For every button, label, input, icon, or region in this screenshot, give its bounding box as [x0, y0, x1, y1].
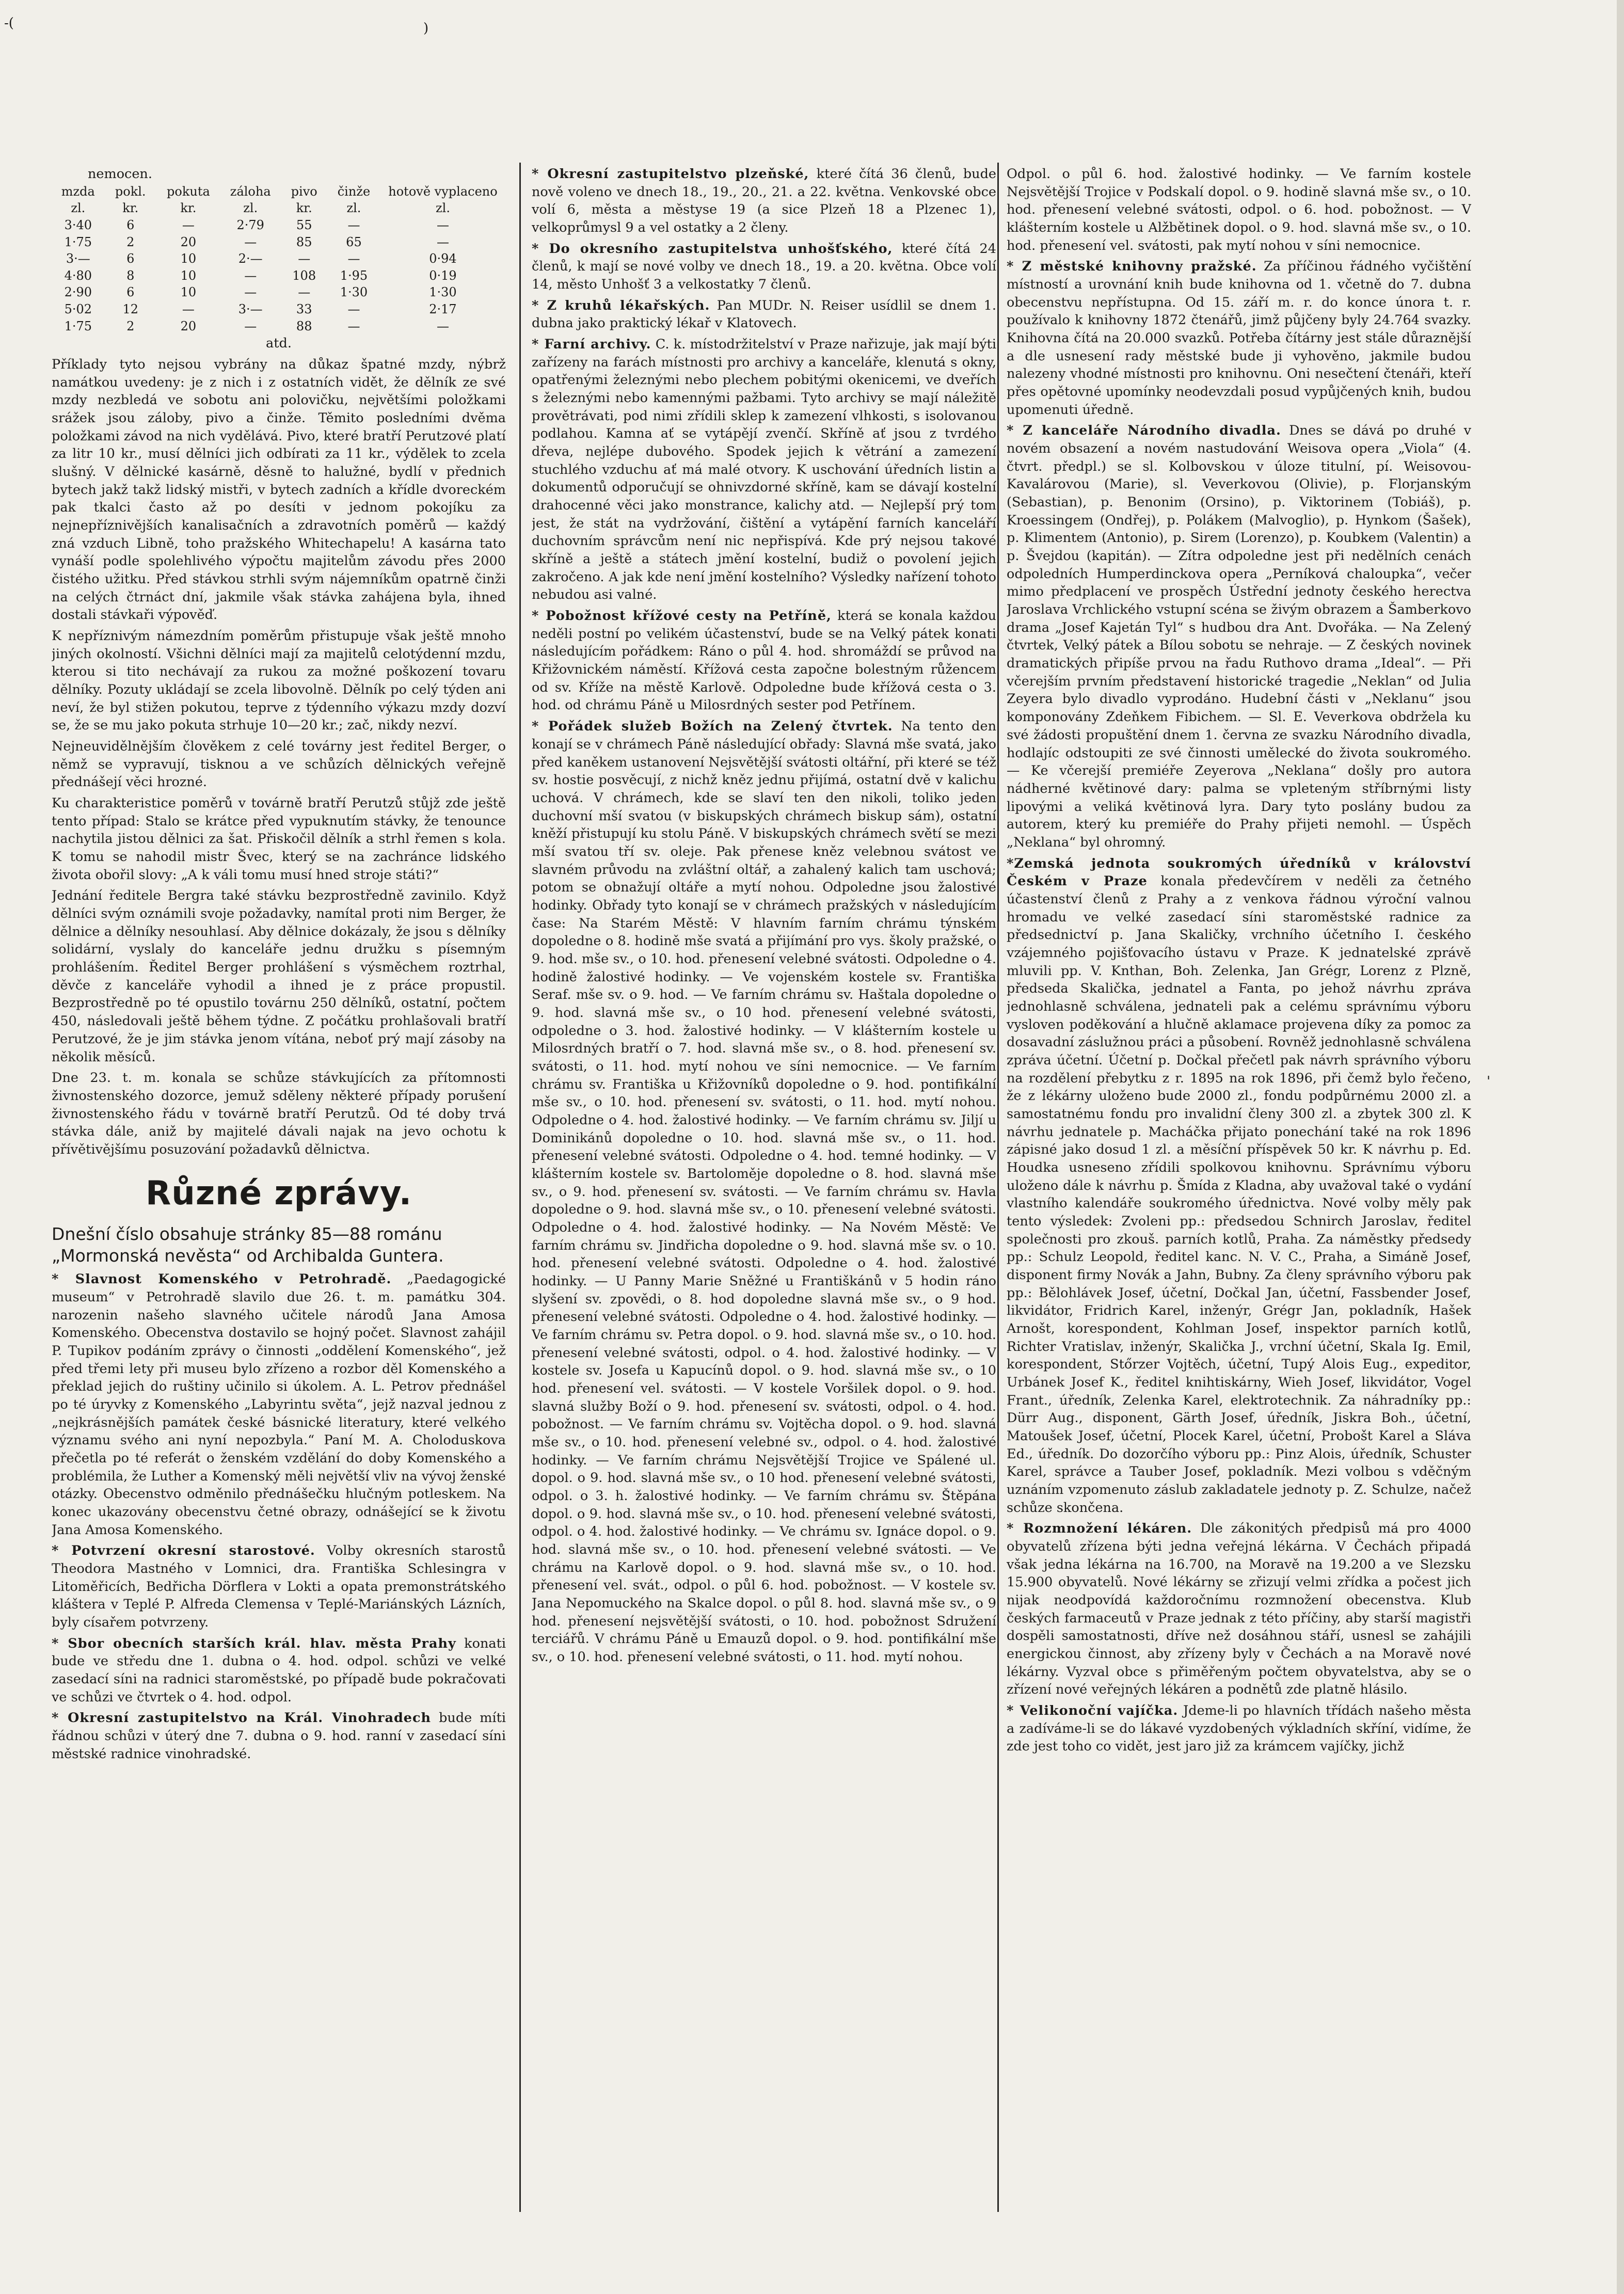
item-body: které čítá 36 členů, bude nově voleno ve dnech 18., 19., 20., 21. a 22. května. Venkovské obce volí 6, města a městyse 19 (a sice Plzeň 18 a Plzenec 1), velkoprůmysl 9 a vel ostatky a 2 členy.	[532, 166, 996, 236]
table-cell: —	[436, 318, 449, 333]
table-cell: —	[436, 234, 449, 249]
paragraph: Jednání ředitele Bergra také stávku bezprostředně zavinilo. Když dělníci svým oznámili svoje požadavky, namítal proti nim Berger, že dělnice a dělníky nesouhlasí. Aby dělnice dokázaly, že jsou s dělníky solidární, vyslaly do kanceláře jednu družku s písemným prohlášením. Ředitel Berger prohlášení s výsměchem roztrhal, děvče z kanceláře vyhodil a ihned je z práce propustil. Bezprostředně po té opustilo továrnu 250 dělníků, ostatní, počtem 450, následovali ještě během týdne. Z počátku prohlašovali bratří Perutzové, že je jim stávka jenom vítána, neboť prý mají zásoby na několik měsíců.	[52, 888, 506, 1065]
item-body: Volby okresních starostů Theodora Mastného v Lomnici, dra. Františka Schlesingra v Litoměřicích, Bedřicha Dörflera v Lokti a opata premonstrátského kláštera v Teplé P. Alfreda Clemensa v Teplé-Mariánských Lázních, byly císařem potvrzeny.	[52, 1543, 506, 1631]
top-mark: )	[423, 21, 429, 36]
table-cell: 2	[126, 318, 135, 333]
table-header: činže zl.	[337, 184, 371, 216]
paragraph: Dne 23. t. m. konala se schůze stávkujících za přítomnosti živnostenského dozorce, jemuž sděleny některé případy porušení živnostenského řádu v továrně bratří Perutzů. Od té doby trvá stávka dále, aniž by majitelé dávali najak na jevo ochotu k přívětivějšímu posuzování požadavků dělnictva.	[52, 1070, 506, 1157]
table-header: mzda zl.	[61, 184, 95, 216]
news-item	[1007, 1520, 1471, 1699]
column-rule-1	[519, 163, 521, 2212]
item-headline: * Velikonoční vajíčka.	[1007, 1703, 1179, 1719]
table-row	[52, 217, 506, 234]
item-body: bude míti řádnou schůzi v úterý dne 7. dubna o 9. hod. ranní v zasedací síni městské radnice vinohradské.	[52, 1710, 506, 1762]
table-row	[52, 318, 506, 335]
table-cell: 3·40	[64, 217, 92, 232]
table-header: pokl. kr.	[115, 184, 146, 216]
table-cell: 88	[296, 318, 312, 333]
table-row	[52, 234, 506, 251]
binding-edge	[1617, 0, 1624, 2294]
table-cell: —	[347, 318, 360, 333]
news-item	[52, 1635, 506, 1707]
table-cell: 6	[126, 251, 135, 266]
table-cell: 2·90	[64, 285, 92, 300]
table-cell: 1·75	[64, 234, 92, 249]
table-header: hotově vyplaceno zl.	[388, 184, 498, 216]
table-cell: —	[298, 285, 311, 300]
news-item	[1007, 1702, 1471, 1756]
column-3	[1007, 165, 1471, 2256]
table-cell: 8	[126, 268, 135, 283]
wage-table	[52, 183, 506, 335]
table-header: pivo kr.	[291, 184, 317, 216]
paragraph: K nepříznivým námezdním poměrům přistupuje však ještě mnoho jiných okolností. Všichni dělníci mají za majitelů celotýdenní mzdu, kterou si tito nechávají za rukou za možné poškození tovaru dělníky. Pozuty ukládají se zcela libovolně. Dělník po celý týden ani neví, že byl stižen pokutou, teprve z týdenního výkazu mzdy dozví se, že se mu jako pokuta strhuje 10—20 kr.; zač, nikdy nezví.	[52, 628, 506, 734]
table-row	[52, 267, 506, 284]
table-cell: —	[347, 251, 360, 266]
item-headline: * Okresní zastupitelstvo plzeňské,	[532, 166, 809, 182]
table-cell: 0·94	[429, 251, 457, 266]
news-item	[532, 336, 996, 604]
table-row	[52, 250, 506, 267]
item-body: Dle zákonitých předpisů má pro 4000 obyvatelů zřízena býti jedna veřejná lékárna. V Čechách připadá však jedna lékárna na 16.700, na Moravě na 19.200 a ve Slezsku 15.900 obyvatelů. Nové lékárny se zřizují velmi zřídka a počest jich nijak neodpovídá každoročnímu rozmnožení obecenstva. Klub českých farmaceutů v Praze jednak z této příčiny, aby starší magistři dospěli samostatnosti, dříve než dosáhnou stáří, usnesl se zahájili energickou činnost, aby zřízeny byly v Čechách a na Moravě nové lékárny. Vyzval obce s přiměřeným počtem obyvatelstva, aby se o zřízení nové veřejných lékáren a podnětů zde platně hlásilo.	[1007, 1521, 1471, 1698]
table-cell: —	[436, 217, 449, 232]
table-cell: —	[244, 318, 257, 333]
table-cell: 85	[296, 234, 312, 249]
table-cell: 3·—	[66, 251, 90, 266]
table-cell: 20	[180, 318, 197, 333]
item-headline: * Pobožnost křížové cesty na Petříně,	[532, 608, 832, 624]
news-item	[52, 1542, 506, 1631]
item-headline: * Z kruhů lékařských.	[532, 297, 710, 313]
table-cell: 10	[180, 285, 197, 300]
item-headline: * Z kanceláře Národního divadla.	[1007, 423, 1281, 439]
table-cell: 4·80	[64, 268, 92, 283]
table-header: záloha zl.	[230, 184, 271, 216]
paragraph: Nejneuvidělnějším člověkem z celé továrny jest ředitel Berger, o němž se vypravují, tisknou a ve schůzích dělnických veřejně přednášejí věci hrozné.	[52, 739, 506, 790]
item-headline: * Do okresního zastupitelstva unhošťského,	[532, 241, 893, 257]
table-cell: —	[244, 285, 257, 300]
item-body: které čítá 24 členů, k mají se nové volby ve dnech 18., 19. a 20. května. Obce volí 14, město Unhošť 3 a velkostatky 7 členů.	[532, 241, 996, 293]
table-header-row	[52, 183, 506, 217]
paragraph: Příklady tyto nejsou vybrány na důkaz špatné mzdy, nýbrž namátkou uvedeny: je z nich i z ostatních vidět, že dělník ze své mzdy nezbledá ve sobotu ani polovičku, největšími položkami srážek jsou záloby, pivo a činže. Těmito posledními dvěma položkami závod na nich vydělává. Pivo, které bratří Perutzové platí za litr 10 kr., musí dělníci jich odbírati za 11 kr., výdělek to zcela slušný. V dělnické kasárně, děsně to halužné, bydlí v přednich bytech jakž takž lidský mistři, v bytech zadních a křídle dvoreckém pak tkalci často až po desíti v jednom pokojíku za nejnepříznivějších kanalisačních a zdravotních poměrů — každý zná vzduch Libně, toho pražského Whitechapelu! A kasárna tato vynáší podle spolehlivého výpočtu majitelům závodu přes 2000 čistého užitku. Před stávkou strhli svým nájemníkům opatrně činži na celých čtrnáct dní, jakmile však stávka zahájena byla, ihned dostali stávkaři výpověď.	[52, 356, 506, 623]
item-headline: * Farní archivy.	[532, 337, 651, 353]
table-cell: 1·75	[64, 318, 92, 333]
item-body: konati bude ve středu dne 1. dubna o 4. hod. odpol. schůzi ve velké zasedací síni na radnici staroměstské, po případě bude pokračovati ve schůzi ve čtvrtek o 4. hod. odpol.	[52, 1635, 506, 1705]
news-item	[1007, 422, 1471, 851]
table-cell: 33	[296, 302, 312, 317]
table-cell: 2·—	[238, 251, 263, 266]
item-body: Dnes se dává po druhé v novém obsazení a novém nastudování Weisova opera „Viola“ (4. čtvrt. předpl.) se sl. Kolbovskou v úloze titulní, pí. Weisovou-Kavalárovou (Marie), sl. Veverkovou (Olivie), p. Florjanským (Sebastian), p. Benonim (Orsino), p. Viktorinem (Tobiáš), p. Kroessingem (Ondřej), p. Polákem (Malvoglio), p. Hynkom (Šašek), p. Klimentem (Antonio), p. Sirem (Lorenzo), p. Koubkem (Valentin) a p. Švejdou (kapitán). — Zítra odpoledne jest při nedělních cenách odpoledních Humperdinckova opera „Perníková chaloupka“, večer mimo předplacení ve prospěch Ústřední jednoty českého herectva Jaroslava Vrchlického vstupní scéna se živým obrazem a Šamberkovo drama „Josef Kajetán Tyl“ s hudbou dra Ant. Dvořáka. — Na Zelený čtvrtek, Velký pátek a Bílou sobotu se nehraje. — Z českých novinek dramatických připíše prvou na řadu Ruthovo drama „Ideal“. — Při včerejším prvním představení historické tragedie „Neklan“ od Julia Zeyera bylo divadlo vyprodáno. Hudební části v „Neklanu“ jsou komponovány Zdeňkem Fibichem. — Sl. E. Veverkova obdržela ku své žádosti propuštění dnem 1. června ze svazku Národního divadla, hodlajíc odstoupiti ze své činnosti umělecké do života soukromého. — Ke včerejší premiéře Zeyerova „Neklana“ došly pro autora nádherné květinové dary: palma se vpleteným stříbrnými listy lipovými a veliká květinová lyra. Dary tyto poslány budou za autorem, který ku premiéře do Prahy přijeti nemohl. — Úspěch „Neklana“ byl ohromný.	[1007, 423, 1471, 850]
table-cell: 0·19	[429, 268, 457, 283]
corner-mark: -(	[4, 15, 14, 31]
item-headline: * Sbor obecních starších král. hlav. města Prahy	[52, 1635, 456, 1651]
paragraph: Ku charakteristice poměrů v továrně bratří Perutzů stůjž zde ještě tento případ: Stalo se krátce před vypuknutím stávky, že tenounce nachytila jistou dělnici za šat. Přiskočil dělník a strhl řemen s kola. K tomu se nahodil mistr Švec, který se na zachránce lidského života obořil slovy: „A k váli tomu musí hned stroje státi?“	[52, 795, 506, 883]
table-row	[52, 301, 506, 318]
table-cell: 20	[180, 234, 197, 249]
table-cell: —	[347, 217, 360, 232]
news-item	[532, 718, 996, 1666]
section-title: Různé zprávy.	[145, 1174, 412, 1213]
table-body	[52, 217, 506, 334]
news-item	[532, 240, 996, 294]
item-headline: * Slavnost Komenského v Petrohradě.	[52, 1271, 392, 1287]
item-body: „Paedagogické museum“ v Petrohradě slavilo due 26. t. m. památku 304. narozenin našeho slavného učitele národů Jana Amosa Komenského. Obecenstva dostavilo se hojný počet. Slavnost zahájil P. Tupikov podáním zprávy o činnosti „oddělení Komenského“, jež před třemi lety při museu bylo zřízeno a rozbor děl Komenského a překlad jejich do ruštiny učinilo si úkolem. A. L. Petrov přednášel po té úryvky z Komenského „Labyrintu světa“, jejž nazval jednou z „nejkrásnějších památek české básnické literatury, které velkého významu svého ani nyní nepozbyla.“ Paní M. A. Choloduskova přečetla po té referát o ženském vzdělání do doby Komenského a problémila, že Luther a Komenský měli největší vliv na vývoj ženské otázky. Obecenstvo odměnilo přednášečku hlučným potleskem. Na konec ukazovány obecenstvu četné obrazy, odnášející se k životu Jana Amosa Komenského.	[52, 1271, 506, 1538]
table-cell: 10	[180, 268, 197, 283]
news-item	[1007, 258, 1471, 419]
item-body: C. k. místodržitelství v Praze nařizuje, jak mají býti zařízeny na farách místnosti pro archivy a kanceláře, klenutá s okny, opatřenými železnými nebo plechem pobitými okenicemi, ve dveřích s železnými nebo kamennými pažbami. Tyto archivy se mají náležitě provětrávati, pod nimi zřídili sklep k zamezení vlhkosti, s isolovanou podlahou. Kamna ať se vytápějí zvenčí. Skříně ať jsou z tvrdého dřeva, nejlépe dubového. Spodek jejich k větrání a zamezení stuchlého vzduchu ať má malé otvory. K uschování úředních listin a dokumentů odporučují se ohnivzdorné skříně, kam se dávají kostelní drahocenné věci jako monstrance, kalichy atd. — Nejlepší prý tom jest, že stát na vydržování, čištění a vytápění farních kanceláří duchovním správcům není nic nepřispívá. Kde prý nejsou takové skříně a ještě a státech jmění kostelní, budiž o povolení jejich zakročeno. A jak kde není jmění kostelního? Výsledky nařízení tohoto nebudou asi valné.	[532, 337, 996, 603]
table-intro: nemocen.	[88, 166, 152, 182]
table-cell: 55	[296, 217, 312, 232]
table-after: atd.	[266, 336, 292, 352]
item-body: Pan MUDr. N. Reiser usídlil se dnem 1. dubna jako praktický lékař v Klatovech.	[532, 297, 996, 331]
news-item	[532, 297, 996, 332]
item-body: Za příčinou řádného vyčištění místností a urovnání knih bude knihovna od 1. včetně do 7. dubna obecenstvu nepřístupna. Od 15. září m. r. do konce února t. r. používalo k knihovny 1872 čtenářů, jimž půjčeny byly 24.764 svazky. Knihovna čítá na 20.000 svazků. Potřeba čítárny jest stále důraznější a dle usnesení rady městské bude ji vyhověno, jakmile budou nalezeny vhodné místnosti pro knihovnu. Oni nesečtení čtenáři, kteří přes opětovné upomínky neodevzdali posud vypůjčených knih, budou upomenuti úředně.	[1007, 259, 1471, 418]
news-item	[52, 1270, 506, 1539]
table-cell: 2·17	[429, 302, 457, 317]
table-cell: —	[182, 217, 195, 232]
table-cell: 6	[126, 285, 135, 300]
column-rule-2	[997, 163, 999, 2212]
item-body: Na tento den konají se v chrámech Páně následující obřady: Slavná mše svatá, jako před kaněkem ustanovení Nejsvětější svátosti oltářní, při které se též sv. hostie posvěcují, z nichž kněz jednu přijímá, ostatní dvě v kalichu uchová. V chrámech, kde se slaví ten den nikoli, toliko jeden duchovní mší svatou (v biskupských chrámech biskup sám), ostatní kněží přistupují ku stolu Páně. V biskupských chrámech světí se mezi mší svatou tří sv. oleje. Pak přenese kněz velebnou svátost ve slavném průvodu na zvláštní oltář, a zahalený kalich tam uschová; potom se obnažují oltáře a mytí nohou. Odpoledne jsou žalostivé hodinky. Obřady tyto konají se v chrámech pražských v následujícím čase: Na Starém Městě: V hlavním farním chrámu týnském dopoledne o 8. hodině mše svatá a přijímání pro vys. školy pražské, o 9. hod. mše sv., o 10. hod. přenesení velebné svátosti. Odpoledne o 4. hodině žalostivé hodinky. — Ve vojenském kostele sv. Františka Seraf. mše sv. o 9. hod. — Ve farním chrámu sv. Haštala dopoledne o 9. hod. slavná mše sv., o 10 hod. přenesení velebné svátosti, odpoledne o 3. hod. žalostivé hodinky. — V klášterním kostele u Milosrdných bratří o 7. hod. slavná mše sv., o 8. hod. přenesení sv. svátosti, o 11. hod. mytí nohou ve síni nemocnice. — Ve farním chrámu sv. Františka u Křižovníků dopoledne o 9. hod. pontifikální mše sv., o 10. hod. přenesení sv. svátosti, o 11. hod. mytí nohou. Odpoledne o 4. hod. žalostivé hodinky. — Ve farním chrámu sv. Jiljí u Dominikánů dopoledne o 10. hod. slavná mše sv., o 11. hod. přenesení velebné svátosti. Odpoledne o 4. hod. temné hodinky. — V klášterním kostele sv. Bartoloměje dopoledne o 8. hod. slavná mše sv., o 9. hod. přenesení sv. svátosti. — Ve farním chrámu sv. Havla dopoledne o 9. hod. slavná mše sv., o 10. přenesení velebné svátosti. Odpoledne o 4. hod. žalostivé hodinky. — Na Novém Městě: Ve farním chrámu sv. Jindřicha dopoledne o 9. hod. slavná mše sv. o 10. hod. přenesení velebné svátosti. Odpoledne o 4. hod. žalostivé hodinky. — U Panny Marie Sněžné u Františkánů v 5 hodin ráno slyšení sv. zpovědi, o 8. hod dopoledne slavná mše sv., o 9 hod. přenesení velebné svátosti. Odpoledne o 4. hod. žalostivé hodinky. — Ve farním chrámu sv. Petra dopol. o 9. hod. slavná mše sv., o 10. hod. přenesení velebné svátosti, odpol. o 4. hod. žalostivé hodinky. — V kostele sv. Josefa u Kapucínů dopol. o 9. hod. slavná mše sv., o 10 hod. přenesení vel. svátosti. — V kostele Voršilek dopol. o 9. hod. slavná služby Boží o 9. hod. přenesení sv. svátosti, odpol. o 4. hod. pobožnost. — Ve farním chrámu sv. Vojtěcha dopol. o 9. hod. slavná mše sv., o 10. hod. přenesení velebné sv., odpol. o 4. hod. žalostivé hodinky. — Ve farním chrámu Nejsvětější Trojice ve Spálené ul. dopol. o 9. hod. slavná mše sv., o 10 hod. přenesení velebné svátosti, odpol. o 3. h. žalostivé hodinky. — Ve farním chrámu sv. Štěpána dopol. o 9. hod. slavná mše sv., o 10. hod. přenesení velebné svátosti, odpol. o 4. hod. žalostivé hodinky. — Ve chrámu sv. Ignáce dopol. o 9. hod. slavná mše sv., o 10. hod. přenesení velebné svátosti. — Ve chrámu na Karlově dopol. o 9. hod. slavná mše sv., o 10. hod. přenesení vel. svát., odpol. o půl 6. hod. pobožnost. — V kostele sv. Jana Nepomuckého na Skalce dopol. o půl 8. hod. slavná mše sv., o 9 hod. přenesení nejsvětější svátosti, o 10. hod. pobožnost Sdružení terciářů. V chrámu Páně u Emauzů dopol. o 9. hod. pontifikální mše sv., o 10. hod. přenesení velebné svátosti, o 11. hod. mytí nohou.	[532, 719, 996, 1665]
table-cell: —	[347, 302, 360, 317]
item-headline: * Okresní zastupitelstvo na Král. Vinohradech	[52, 1710, 432, 1726]
news-item	[1007, 855, 1471, 1517]
table-cell: 65	[346, 234, 362, 249]
table-cell: 5·02	[64, 302, 92, 317]
item-headline: *Zemská jednota soukromých úředníků v království Českém v Praze	[1007, 855, 1471, 889]
table-cell: 108	[292, 268, 316, 283]
item-headline: * Potvrzení okresní starostové.	[52, 1543, 315, 1559]
announcement: Dnešní číslo obsahuje stránky 85—88 románu „Mormonská nevěsta“ od Archibalda Guntera.	[52, 1223, 444, 1266]
news-item	[532, 165, 996, 237]
paragraph: Odpol. o půl 6. hod. žalostivé hodinky. — Ve farním kostele Nejsvětější Trojice v Podskalí dopol. o 9. hodině slavná mše sv., o 10. hod. přenesení velebné svátosti, odpol. o 6. hod. pobožnost. — V klášterním kostele u Alžbětinek dopol. o 9. hod. slavná mše sv., o 10. hod. přenesení vel. svátosti, pak mytí nohou v síni nemocnice.	[1007, 166, 1471, 253]
table-cell: 1·30	[429, 285, 457, 300]
news-item	[52, 1709, 506, 1763]
table-cell: —	[244, 234, 257, 249]
table-cell: 2·79	[236, 217, 264, 232]
item-body: která se konala každou neděli postní po velikém účastenství, bude se na Velký pátek konati následujícím pořádkem: Ráno o půl 4. hod. shromáždí se průvod na Křižovnickém náměstí. Křížová cesta započne bolestným růžencem od sv. Kříže na městě Karlově. Odpoledne bude křížová cesta o 3. hod. od chrámu Páně u Milosrdných sester pod Petřínem.	[532, 608, 996, 713]
item-body: konala předevčírem v neděli za četného účastenství členů z Prahy a z venkova řádnou výroční valnou hromadu ve velké zasedací síni staroměstské radnice za předsednictví p. Jana Skaličky, vrchního účetního I. českého vzájemného pojišťovacího ústavu v Praze. K jednatelské zprávě mluvili pp. V. Knthan, Boh. Zelenka, Jan Grégr, Lorenz z Plzně, předseda Skalička, jednatel a Fanta, po jehož návrhu zpráva jednohlasně schválena, jednateli pak a celému správnímu výboru vysloven poděkování a hlučně aklamace projevena díky za pomoc za dosavadní záslužnou práci a působení. Rovněž jednohlasně schválena zpráva účetní. Účetní p. Dočkal přečetl pak návrh správního výboru na rozdělení přebytku z r. 1895 na rok 1896, při čemž bylo řečeno, že z lékárny uloženo bude 2000 zl., fondu podpůrnému 2000 zl. a samostatnému fondu pro invalidní členy 300 zl. a zbytek 300 zl. K návrhu jednatele p. Macháčka přijato ponechání také na rok 1896 zápisné jako dosud 1 zl. a měsíční příspěvek 50 kr. K návrhu p. Ed. Houdka usneseno zřídili spolkovou knihovnu. Správnímu výboru uloženo dále k návrhu p. Šmída z Kladna, aby uvažoval také o vydání vlastního kalendáře soukromého úřednictva. Nové volby měly pak tento výsledek: Zvoleni pp.: předsedou Schnirch Jaroslav, ředitel společnosti pro zkouš. parních kotlů, Praha. Za náměstky předsedy pp.: Schulz Leopold, ředitel kanc. N. V. C., Praha, a Simáně Josef, disponent firmy Novák a Jahn, Bubny. Za členy správního výboru pak pp.: Bělohlávek Josef, účetní, Dočkal Jan, účetní, Fassbender Josef, likvidátor, Fridrich Karel, inženýr, Grégr Jan, pokladník, Hašek Arnošt, korespondent, Kohlman Josef, inspektor parních kotlů, Richter Vratislav, inženýr, Skalička J., vrchní účetní, Skala Ig. Emil, korespondent, Stőrzer Vojtěch, účetní, Tupý Alois Eug., expeditor, Urbánek Josef K., ředitel knihtiskárny, Wieh Josef, likvidátor, Vogel Frant., úředník, Zelenka Karel, elektrotechnik. Za náhradníky pp.: Dürr Aug., disponent, Gärth Josef, úředník, Jiskra Boh., účetní, Matoušek Josef, účetní, Plocek Karel, účetní, Probošt Karel a Sláva Ed., úředník. Do dozorčího výboru pp.: Pinz Alois, úředník, Schuster Karel, správce a Tauber Josef, pokladník. Mezi volbou s vděčným uznáním vzpomenuto záslub zakladatele jednoty p. Z. Schulze, načež schůze skončena.	[1007, 873, 1471, 1516]
item-headline: * Pořádek služeb Božích na Zelený čtvrtek.	[532, 719, 893, 735]
table-cell: 3·—	[238, 302, 263, 317]
table-cell: 12	[122, 302, 138, 317]
item-body: Jdeme-li po hlavních třídách našeho města a zadíváme-li se do lákavé vyzdobených výkladních skříní, vidíme, že zde jest toho co vidět, jest jaro již za krámcem vajíčky, jichž	[1007, 1703, 1471, 1755]
table-cell: 6	[126, 217, 135, 232]
column-2	[532, 165, 996, 2256]
table-cell: 2	[126, 234, 135, 249]
table-cell: —	[244, 268, 257, 283]
news-item	[532, 607, 996, 714]
item-headline: * Rozmnožení lékáren.	[1007, 1521, 1192, 1537]
table-cell: 1·30	[340, 285, 368, 300]
table-cell: —	[182, 302, 195, 317]
edge-mark: '	[1487, 1074, 1491, 1089]
column-1	[52, 165, 506, 2240]
table-cell: 10	[180, 251, 197, 266]
table-header: pokuta kr.	[167, 184, 210, 216]
table-cell: 1·95	[340, 268, 368, 283]
table-cell: —	[298, 251, 311, 266]
item-headline: * Z městské knihovny pražské.	[1007, 259, 1257, 275]
table-row	[52, 284, 506, 301]
